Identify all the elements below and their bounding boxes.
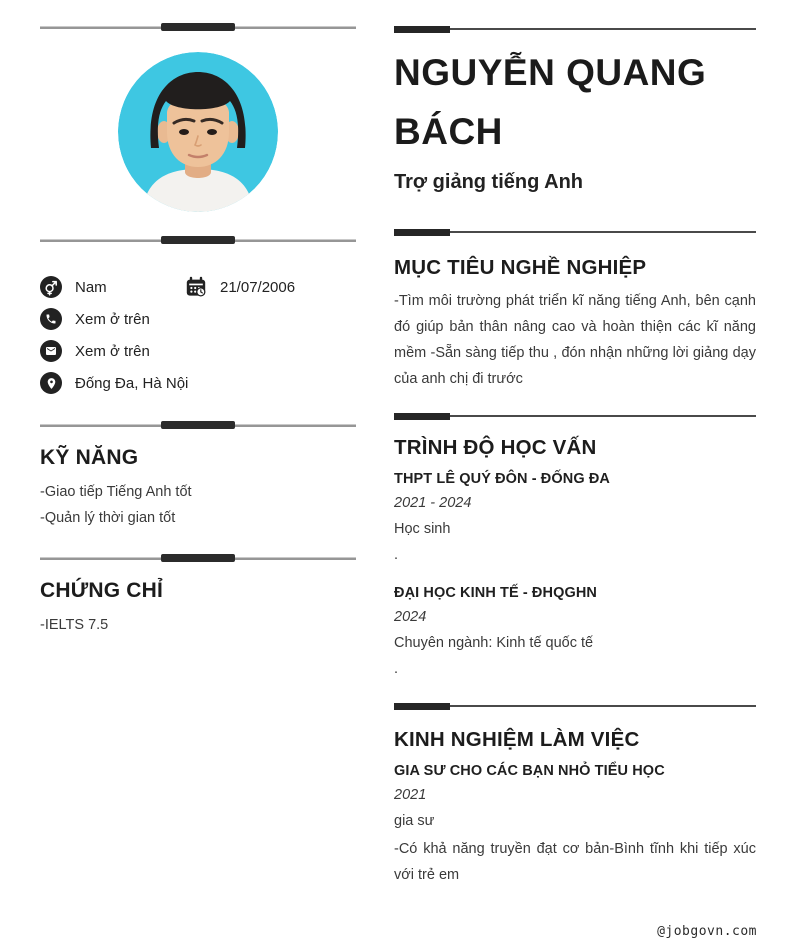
gender-field	[40, 276, 185, 298]
phone-field	[40, 308, 150, 330]
experience-role: gia sư	[394, 813, 435, 829]
contact-row	[40, 276, 356, 298]
avatar	[118, 52, 278, 212]
contact-row	[40, 308, 356, 330]
phone-value: Xem ở trên	[75, 310, 150, 328]
email-value: Xem ở trên	[75, 342, 150, 360]
objective-text: -Tìm môi trường phát triển kĩ năng tiếng Anh, bên cạnh đó giúp bản thân nâng cao và hoàn thiện các kĩ năng mềm -Sẵn sàng tiếp thu , đón nhận những lời giảng dạy của anh chị đi trước	[394, 293, 756, 387]
experience-heading: KINH NGHIỆM LÀM VIỆC	[394, 728, 640, 751]
job-title: Trợ giảng tiếng Anh	[394, 171, 584, 193]
phone-icon	[40, 308, 62, 330]
section-divider	[394, 413, 756, 420]
contact-row	[40, 372, 356, 394]
site-watermark: @jobgovn.com	[657, 924, 757, 939]
section-divider	[40, 421, 356, 429]
employer-name: GIA SƯ CHO CÁC BẠN NHỎ TIỂU HỌC	[394, 763, 665, 779]
calendar-clock-icon	[185, 276, 207, 298]
envelope-icon	[40, 340, 62, 362]
experience-entry	[394, 761, 756, 888]
gender-symbol-icon	[40, 276, 62, 298]
education-period: 2024	[394, 609, 427, 625]
skills-heading: KỸ NĂNG	[40, 446, 139, 469]
section-divider	[394, 229, 756, 236]
experience-period: 2021	[394, 787, 427, 803]
school-name: THPT LÊ QUÝ ĐÔN - ĐỐNG ĐA	[394, 471, 610, 487]
experience-description: -Có khả năng truyền đạt cơ bản-Bình tĩnh khi tiếp xúc với trẻ em	[394, 841, 756, 883]
certificates-heading: CHỨNG CHỈ	[40, 579, 164, 602]
left-column	[40, 0, 356, 638]
skill-item: -Quản lý thời gian tốt	[40, 510, 176, 526]
contact-info	[40, 276, 356, 394]
email-field	[40, 340, 150, 362]
education-heading: TRÌNH ĐỘ HỌC VẤN	[394, 436, 597, 459]
birthday-field	[185, 276, 295, 298]
address-value: Đống Đa, Hà Nội	[75, 374, 189, 392]
section-divider	[40, 23, 356, 31]
location-pin-icon	[40, 372, 62, 394]
education-detail: Học sinh	[394, 521, 451, 537]
gender-value: Nam	[75, 278, 107, 296]
objective-heading: MỤC TIÊU NGHỀ NGHIỆP	[394, 256, 647, 279]
address-field	[40, 372, 188, 394]
candidate-name: NGUYỄN QUANG BÁCH	[394, 52, 707, 152]
education-note: .	[394, 547, 399, 563]
school-name: ĐẠI HỌC KINH TẾ - ĐHQGHN	[394, 585, 597, 601]
section-divider	[394, 26, 756, 33]
education-entry	[394, 469, 756, 565]
skill-item: -Giao tiếp Tiếng Anh tốt	[40, 484, 192, 500]
contact-row	[40, 340, 356, 362]
education-detail: Chuyên ngành: Kinh tế quốc tế	[394, 635, 594, 651]
birthday-value: 21/07/2006	[220, 278, 296, 296]
education-note: .	[394, 661, 399, 677]
section-divider	[40, 554, 356, 562]
section-divider	[394, 703, 756, 710]
section-divider	[40, 236, 356, 244]
profile-photo	[118, 52, 278, 212]
certificate-item: -IELTS 7.5	[40, 617, 109, 633]
education-entry	[394, 583, 756, 679]
education-period: 2021 - 2024	[394, 495, 472, 511]
right-column	[394, 0, 756, 888]
